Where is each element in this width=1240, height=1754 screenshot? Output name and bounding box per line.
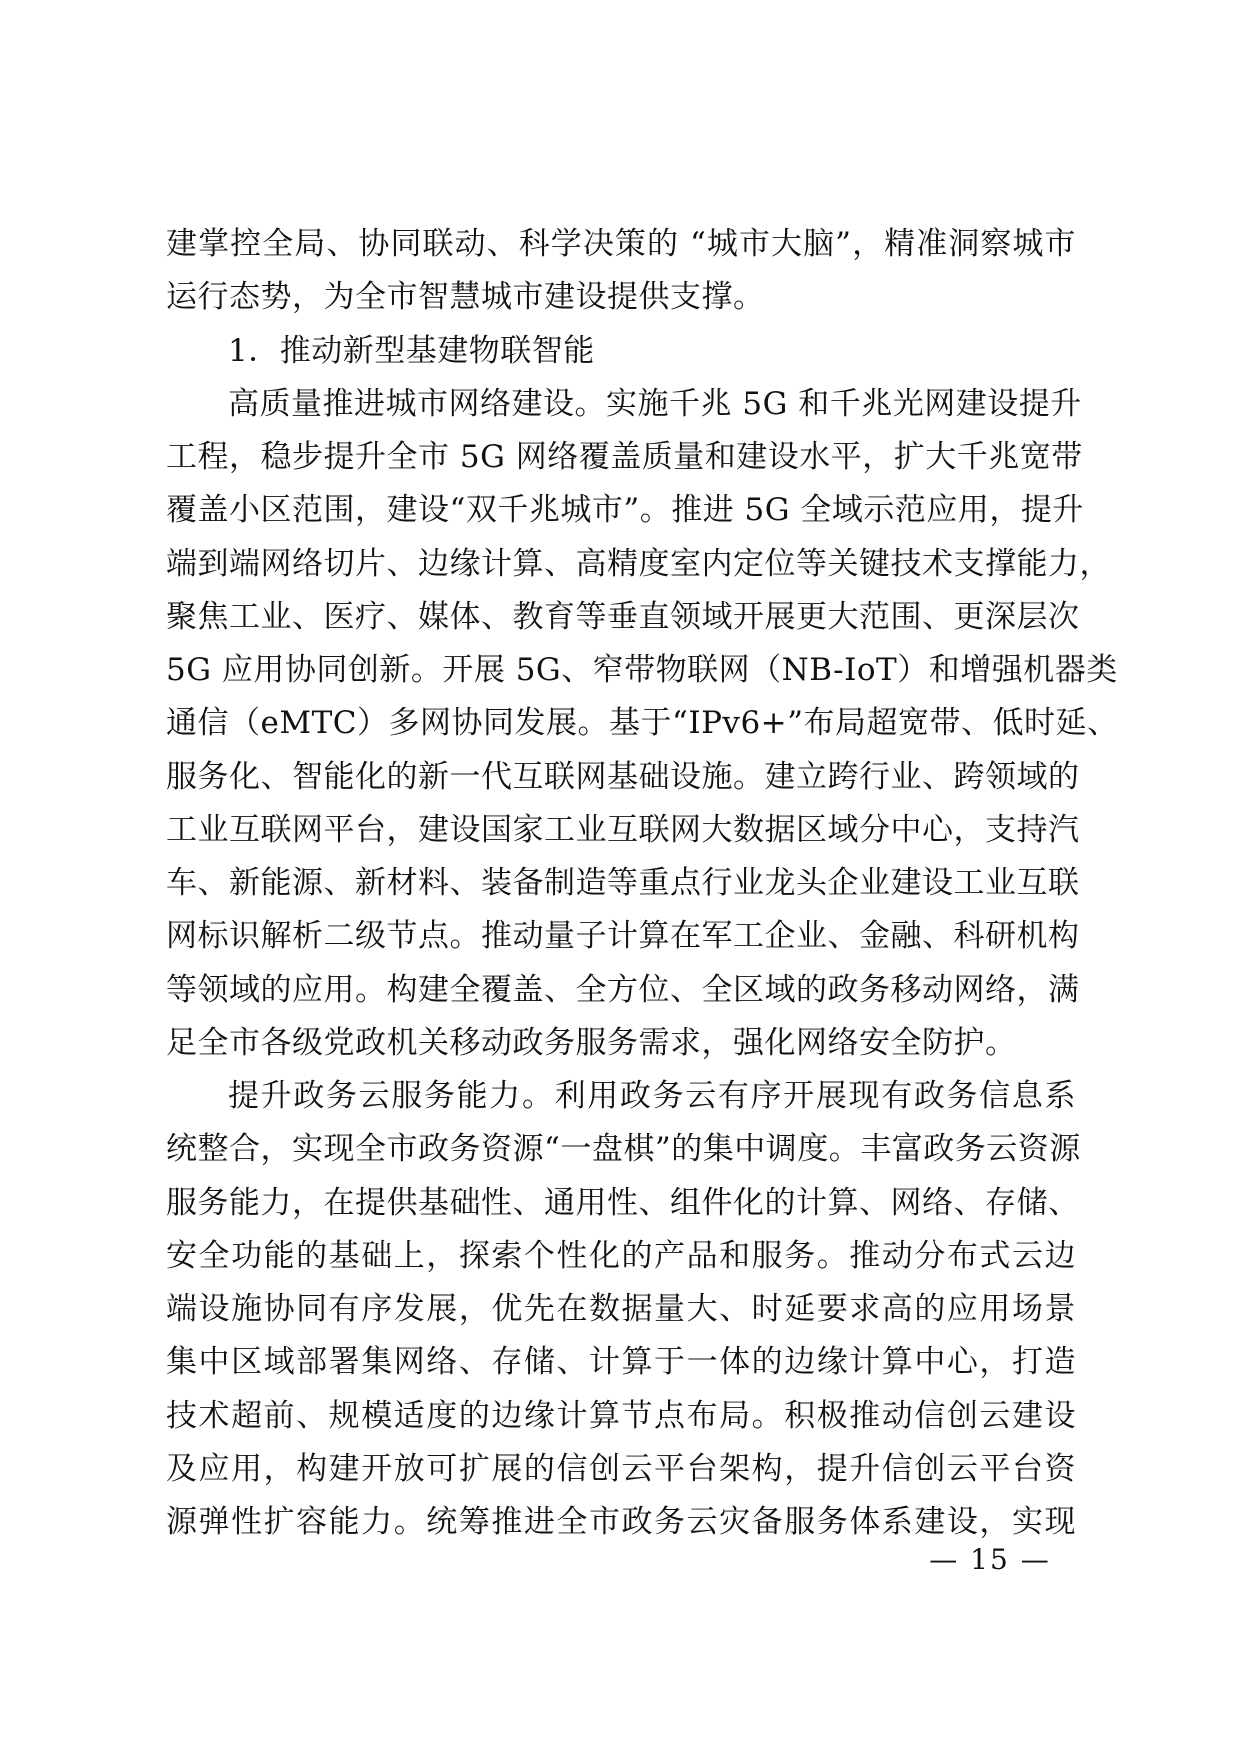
text-line: 安全功能的基础上，探索个性化的产品和服务。推动分布式云边 (166, 1237, 1076, 1274)
text-line: 服务化、智能化的新一代互联网基础设施。建立跨行业、跨领域的 (166, 758, 1080, 795)
text-line: 提升政务云服务能力。利用政务云有序开展现有政务信息系 (228, 1078, 1076, 1114)
text-line: 端设施协同有序发展，优先在数据量大、时延要求高的应用场景 (166, 1291, 1076, 1327)
text-line: 车、新能源、新材料、装备制造等重点行业龙头企业建设工业互联 (166, 865, 1080, 901)
text-line: 高质量推进城市网络建设。实施千兆 5G 和千兆光网建设提升 (228, 385, 1082, 422)
text-line: 通信（eMTC）多网协同发展。基于“IPv6+”布局超宽带、低时延、 (166, 705, 1119, 742)
text-line: 统整合，实现全市政务资源“一盘棋”的集中调度。丰富政务云资源 (166, 1131, 1081, 1168)
text-line: 工业互联网平台，建设国家工业互联网大数据区域分中心，支持汽 (166, 811, 1080, 848)
text-line: 足全市各级党政机关移动政务服务需求，强化网络安全防护。 (166, 1024, 1017, 1061)
text-line: 5G 应用协同创新。开展 5G、窄带物联网（NB-IoT）和增强机器类 (166, 652, 1118, 688)
text-line: 及应用，构建开放可扩展的信创云平台架构，提升信创云平台资 (166, 1450, 1076, 1487)
text-line: 技术超前、规模适度的边缘计算节点布局。积极推动信创云建设 (166, 1397, 1076, 1434)
text-line: 端到端网络切片、边缘计算、高精度室内定位等关键技术支撑能力， (166, 545, 1111, 582)
section-heading: 1．推动新型基建物联智能 (228, 332, 595, 369)
text-line: 服务能力，在提供基础性、通用性、组件化的计算、网络、存储、 (166, 1184, 1080, 1221)
body-text (166, 218, 1119, 1549)
text-line: 集中区域部署集网络、存储、计算于一体的边缘计算中心，打造 (166, 1344, 1076, 1381)
text-line: 聚焦工业、医疗、媒体、教育等垂直领域开展更大范围、更深层次 (166, 598, 1080, 635)
text-line: 覆盖小区范围，建设“双千兆城市”。推进 5G 全域示范应用，提升 (166, 492, 1084, 529)
text-line: 网标识解析二级节点。推动量子计算在军工企业、金融、科研机构 (166, 918, 1080, 955)
text-line: 工程，稳步提升全市 5G 网络覆盖质量和建设水平，扩大千兆宽带 (166, 439, 1083, 475)
text-line: 运行态势，为全市智慧城市建设提供支撑。 (166, 279, 765, 316)
text-line: 等领域的应用。构建全覆盖、全方位、全区域的政务移动网络，满 (166, 971, 1080, 1008)
text-line: 源弹性扩容能力。统筹推进全市政务云灾备服务体系建设，实现 (166, 1504, 1076, 1540)
page-number: — 15 — (929, 1543, 1051, 1576)
text-line: 建掌控全局、协同联动、科学决策的 “城市大脑”，精准洞察城市 (166, 226, 1076, 262)
